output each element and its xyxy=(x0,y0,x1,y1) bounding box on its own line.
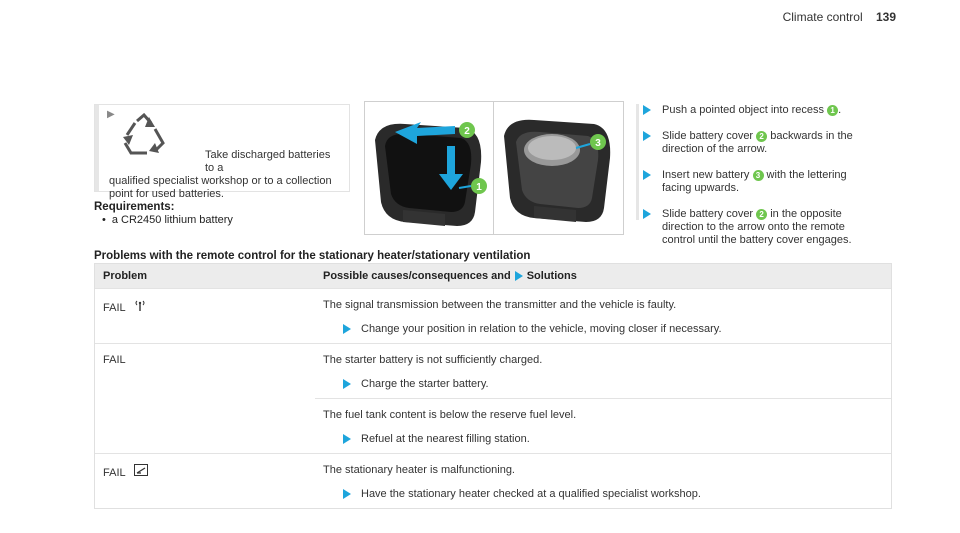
problem-cell xyxy=(95,344,315,453)
requirements-item xyxy=(102,214,233,226)
table-title: Problems with the remote control for the stationary heater/stationary ventilation xyxy=(94,250,531,262)
note-text-line1: Take discharged batteries to a xyxy=(205,149,331,174)
figure-label-3: 3 xyxy=(595,138,601,149)
bullet-icon: • xyxy=(102,214,106,226)
problem-cell xyxy=(95,454,315,508)
requirement-text: a CR2450 lithium battery xyxy=(111,214,233,226)
solution-text: Charge the starter battery. xyxy=(361,378,489,390)
table-header xyxy=(95,264,891,288)
step-text: Insert new battery xyxy=(662,169,753,181)
requirements-title: Requirements: xyxy=(94,201,175,213)
header-problem: Problem xyxy=(103,270,148,282)
step-text: . xyxy=(838,104,842,116)
blue-arrow-icon xyxy=(343,324,351,334)
blue-arrow-icon xyxy=(343,489,351,499)
solution-cell xyxy=(315,344,891,453)
solution-cell xyxy=(315,454,891,508)
step-item xyxy=(636,104,876,117)
blue-arrow-icon xyxy=(343,379,351,389)
section-title: Climate control xyxy=(782,10,863,24)
blue-arrow-icon xyxy=(643,170,651,180)
number-badge: 1 xyxy=(827,105,838,116)
blue-arrow-icon xyxy=(343,434,351,444)
solution-text: Have the stationary heater checked at a qualified specialist workshop. xyxy=(361,488,701,500)
page-number: 139 xyxy=(875,10,896,24)
problem-cell xyxy=(95,289,315,343)
solution-text: Change your position in relation to the vehicle, moving closer if necessary. xyxy=(361,323,722,335)
problems-table xyxy=(94,263,892,509)
figure-label-1: 1 xyxy=(476,182,482,193)
header-solutions-pre: Possible causes/consequences and xyxy=(323,270,511,282)
figure-label-2: 2 xyxy=(464,126,470,137)
figure-battery-compartment xyxy=(494,102,623,234)
blue-arrow-icon xyxy=(643,131,651,141)
cause-text: The signal transmission between the transmitter and the vehicle is faulty. xyxy=(323,299,677,311)
table-row xyxy=(95,343,891,453)
number-badge: 3 xyxy=(753,170,764,181)
step-text: Slide battery cover xyxy=(662,130,757,142)
cause-text: The stationary heater is malfunctioning. xyxy=(323,464,515,476)
note-text xyxy=(109,149,341,201)
solution-text: Refuel at the nearest filling station. xyxy=(361,433,530,445)
solution-item xyxy=(323,323,883,335)
table-row xyxy=(95,453,891,508)
note-text-rest: qualified specialist workshop or to a collection point for used batteries. xyxy=(109,175,332,200)
solution-item xyxy=(323,378,883,390)
step-text: in the opposite direction to the arrow onto the remote control until the battery cover engages. xyxy=(662,208,852,246)
table-row xyxy=(95,288,891,343)
step-item xyxy=(636,169,876,195)
blue-arrow-icon xyxy=(515,271,523,281)
solution-subrow xyxy=(315,344,891,398)
note-arrow-icon: ▶ xyxy=(107,109,115,120)
blue-arrow-icon xyxy=(643,105,651,115)
solution-item xyxy=(323,488,883,500)
step-item xyxy=(636,208,876,247)
step-text: Slide battery cover xyxy=(662,208,757,220)
heater-icon xyxy=(134,464,148,476)
antenna-icon xyxy=(134,299,146,311)
figure-remote-cover xyxy=(365,102,494,234)
blue-arrow-icon xyxy=(643,209,651,219)
header-solutions-post: Solutions xyxy=(526,270,577,282)
cause-text: The fuel tank content is below the reserve fuel level. xyxy=(323,409,577,421)
step-text: with the lettering facing upwards. xyxy=(662,169,847,194)
header-solutions xyxy=(315,270,891,282)
number-badge: 2 xyxy=(756,209,767,220)
problem-text: FAIL xyxy=(103,302,126,314)
cause-text: The starter battery is not sufficiently charged. xyxy=(323,354,543,366)
solution-cell xyxy=(315,289,891,343)
environmental-note xyxy=(94,104,350,200)
steps-list xyxy=(636,104,876,260)
number-badge: 2 xyxy=(756,131,767,142)
problem-text: FAIL xyxy=(103,467,126,479)
step-text: backwards in the direction of the arrow. xyxy=(662,130,853,155)
step-item xyxy=(636,130,876,156)
problem-text: FAIL xyxy=(103,354,126,366)
page-header xyxy=(783,10,896,24)
note-bar xyxy=(95,105,99,191)
solution-subrow xyxy=(315,398,891,453)
solution-item xyxy=(323,433,883,445)
step-text: Push a pointed object into recess xyxy=(662,104,828,116)
battery-figure xyxy=(364,101,624,235)
